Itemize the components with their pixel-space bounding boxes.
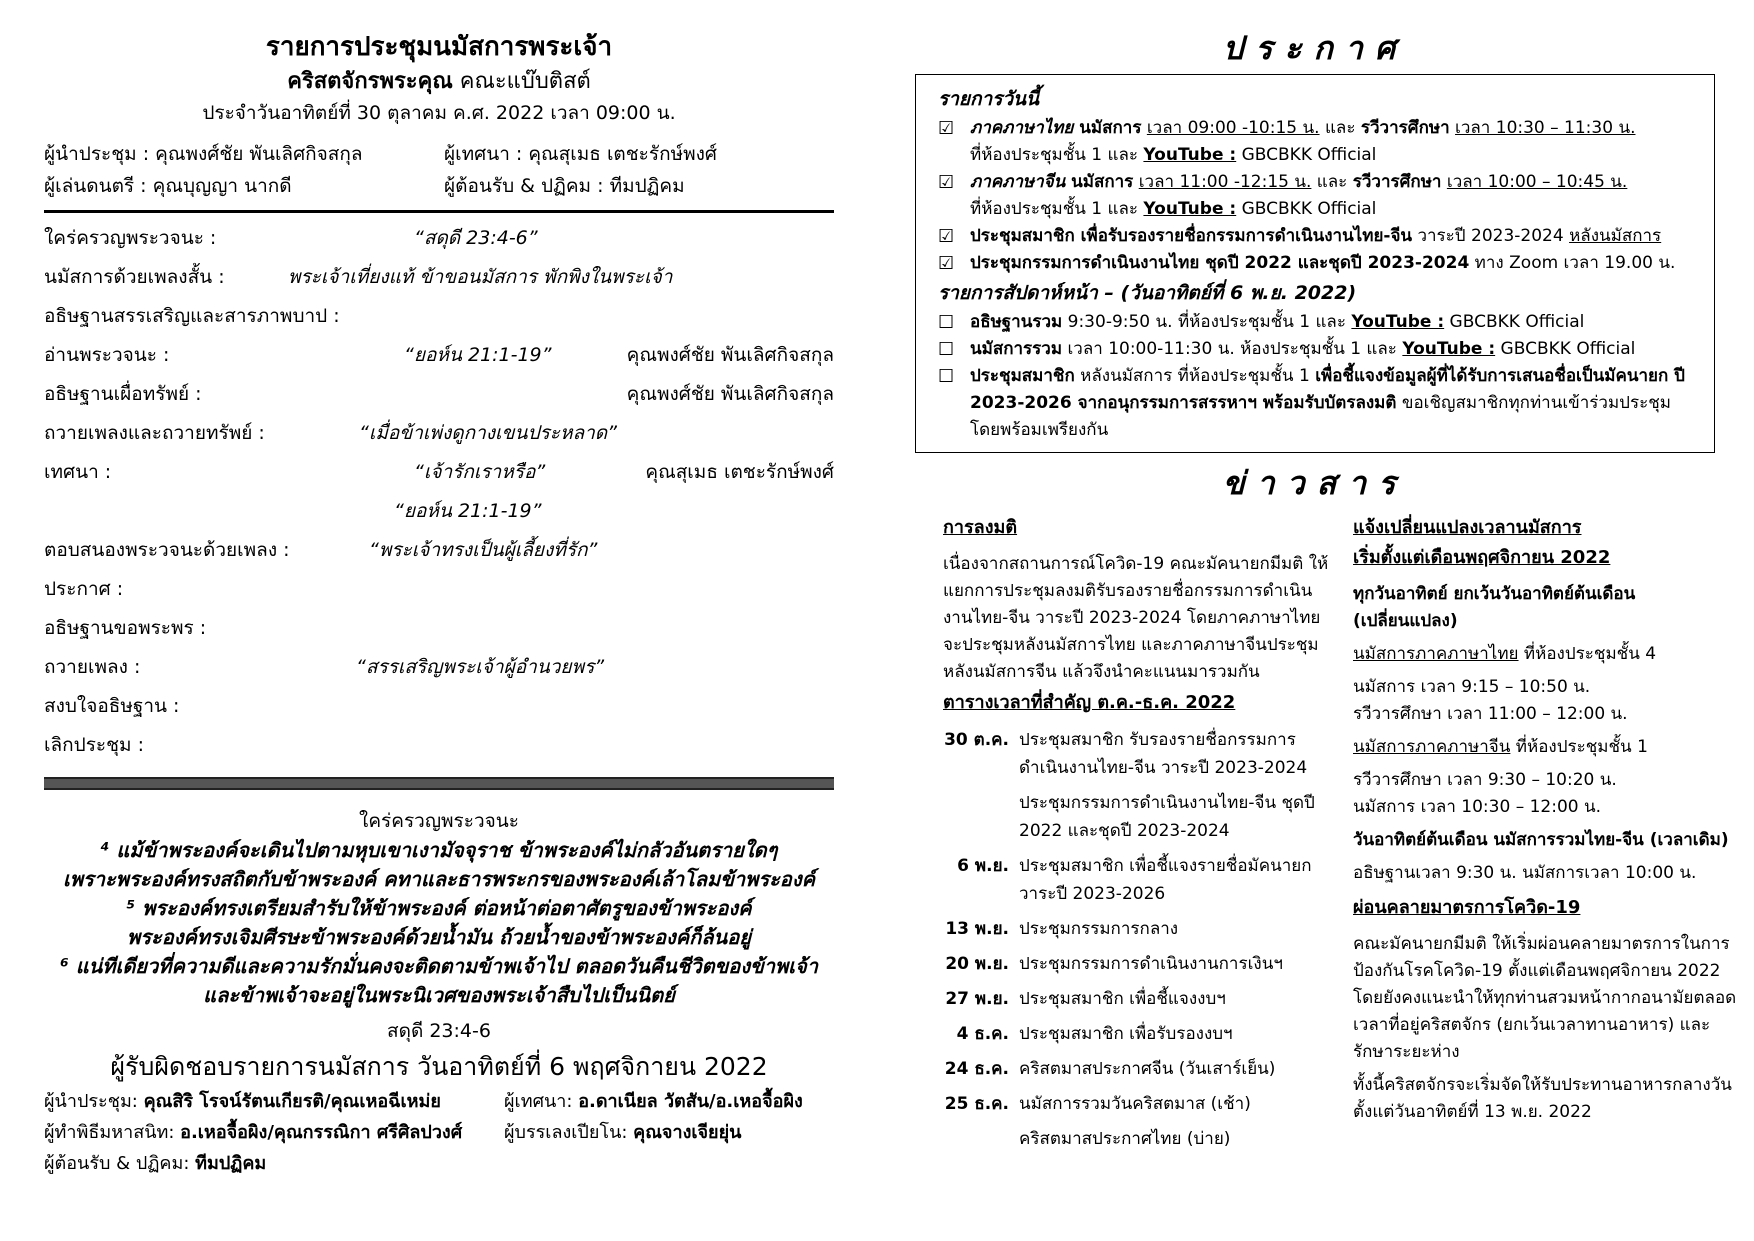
order-item-person: คุณพงศ์ชัย พันเลิศกิจสกุล xyxy=(626,383,834,405)
order-item-detail: พระเจ้าเที่ยงแท้ ข้าขอนมัสการ พักพิงในพระเจ้า xyxy=(288,266,673,288)
checked-box-icon: ☑ xyxy=(938,172,955,193)
responsible-item: ผู้เทศนา: อ.ดาเนียล วัตสัน/อ.เหอจื้อผิง xyxy=(504,1091,803,1112)
covid-lunch-text: ทั้งนี้คริสตจักรจะเริ่มจัดให้รับประทานอาหารกลางวัน ตั้งแต่วันอาทิตย์ที่ 13 พ.ย. 2022 xyxy=(1353,1075,1732,1122)
verse-line: พระองค์ทรงเจิมศีรษะข้าพระองค์ด้วยน้ำมัน ถ้วยน้ำของข้าพระองค์ก็ล้นอยู่ xyxy=(127,925,751,949)
schedule-date xyxy=(943,1125,1019,1153)
checked-box-icon: ☑ xyxy=(938,226,955,247)
checklist-text: อธิษฐานรวม 9:30-9:50 น. ที่ห้องประชุมชั้น 1 และ YouTube : GBCBKK Official xyxy=(970,312,1585,332)
order-item-person: คุณพงศ์ชัย พันเลิศกิจสกุล xyxy=(626,344,834,366)
order-item xyxy=(44,414,834,453)
order-of-service xyxy=(44,28,834,1179)
order-item xyxy=(44,375,834,414)
order-item xyxy=(44,609,834,648)
thai-service: นมัสการภาคภาษาไทย ที่ห้องประชุมชั้น 4 xyxy=(1353,644,1657,664)
verse-line: เพราะพระองค์ทรงสถิตกับข้าพระองค์ คทาและธารพระกรของพระองค์เล้าโลมข้าพระองค์ xyxy=(63,867,815,891)
responsible-item: ผู้ทำพิธีมหาสนิท: อ.เหอจื้อผิง/คุณกรรณิกา ศรีศิลปวงศ์ xyxy=(44,1122,463,1143)
schedule-text: ประชุมกรรมการดำเนินงานการเงินฯ xyxy=(1019,954,1283,974)
schedule-text: ประชุมสมาชิก เพื่อชี้แจงงบฯ xyxy=(1019,989,1226,1009)
order-item xyxy=(44,531,834,570)
covid-title: ผ่อนคลายมาตรการโควิด-19 xyxy=(1353,897,1581,918)
checklist-text: ภาคภาษาจีน นมัสการ เวลา 11:00 -12:15 น. และ รวีวารศึกษา เวลา 10:00 – 10:45 น. ที่ห้องประชุมชั้น 1 และ YouTube : GBCBKK Official xyxy=(970,172,1628,219)
order-item xyxy=(44,453,834,492)
order-item-detail: “เมื่อข้าเพ่งดูกางเขนประหลาด” xyxy=(359,422,617,444)
order-item xyxy=(44,258,834,297)
scripture-title: ใคร่ครวญพระวจนะ xyxy=(359,810,519,832)
schedule-text: นมัสการรวมวันคริสตมาส (เช้า) xyxy=(1019,1094,1251,1114)
schedule-text: ประชุมสมาชิก เพื่อชี้แจงรายชื่อมัคนายก วาระปี 2023-2026 xyxy=(1019,856,1312,904)
first-sunday-head: วันอาทิตย์ต้นเดือน นมัสการรวมไทย-จีน (เวลาเดิม) xyxy=(1353,830,1729,850)
checklist-item xyxy=(938,336,1692,363)
next-week-title: รายการสัปดาห์หน้า – (วันอาทิตย์ที่ 6 พ.ย. 2022) xyxy=(938,282,1357,304)
order-item xyxy=(44,492,834,531)
sunday-head: ทุกวันอาทิตย์ ยกเว้นวันอาทิตย์ต้นเดือน (เปลี่ยนแปลง) xyxy=(1353,584,1636,631)
schedule-date: 24 ธ.ค. xyxy=(944,1059,1009,1079)
order-item-label: อธิษฐานเผื่อทรัพย์ : xyxy=(44,383,202,405)
empty-box-icon: ☐ xyxy=(938,339,955,360)
change-title: แจ้งเปลี่ยนแปลงเวลานมัสการ xyxy=(1353,517,1582,538)
checklist-text: ประชุมสมาชิก หลังนมัสการ ที่ห้องประชุมชั้น 1 เพื่อชี้แจงข้อมูลผู้ที่ได้รับการเสนอชื่อเป็นมัคนายก ปี 2023-2026 จากอนุกรรมการสรรหาฯ พร้อมรับบัตรลงมติ ขอเชิญสมาชิกทุกท่านเข้าร่วมประชุมโดยพร้อมเพรียงกัน xyxy=(970,366,1685,440)
order-list xyxy=(44,219,834,765)
empty-box-icon: ☐ xyxy=(938,366,955,387)
order-item-detail: “พระเจ้าทรงเป็นผู้เลี้ยงที่รัก” xyxy=(369,539,598,561)
vote-text: เนื่องจากสถานการณ์โควิด-19 คณะมัคนายกมีมติ ให้ แยกการประชุมลงมติรับรองรายชื่อกรรมการดำเนินงานไทย-จีน วาระปี 2023-2024 โดยภาคภาษาไทยจะประชุมหลังนมัสการไทย และภาคภาษาจีนประชุมหลังนมัสการจีน แล้วจึงนำคะแนนมารวมกัน xyxy=(943,554,1329,682)
musician: ผู้เล่นดนตรี : คุณบุญญา นากดี xyxy=(44,175,292,197)
announcements-title: ประกาศ xyxy=(1222,29,1408,67)
order-item xyxy=(44,648,834,687)
schedule-row xyxy=(943,852,1333,908)
order-item xyxy=(44,297,834,336)
thick-divider xyxy=(44,777,834,790)
checked-box-icon: ☑ xyxy=(938,253,955,274)
checklist-text: ภาคภาษาไทย นมัสการ เวลา 09:00 -10:15 น. และ รวีวารศึกษา เวลา 10:30 – 11:30 น. ที่ห้องประชุมชั้น 1 และ YouTube : GBCBKK Official xyxy=(970,118,1636,165)
change-subtitle: เริ่มตั้งแต่เดือนพฤศจิกายน 2022 xyxy=(1353,547,1611,568)
schedule-row xyxy=(943,985,1333,1013)
schedule-date: 25 ธ.ค. xyxy=(944,1094,1009,1114)
schedule-date: 27 พ.ย. xyxy=(945,989,1009,1009)
order-item-label: ถวายเพลง : xyxy=(44,656,141,678)
order-item-label: อธิษฐานสรรเสริญและสารภาพบาป : xyxy=(44,305,340,327)
news-title: ข่าวสาร xyxy=(1222,464,1408,502)
checked-box-icon: ☑ xyxy=(938,118,955,139)
schedule-text: ประชุมสมาชิก เพื่อรับรองงบฯ xyxy=(1019,1024,1233,1044)
checklist-text: นมัสการรวม เวลา 10:00-11:30 น. ห้องประชุมชั้น 1 และ YouTube : GBCBKK Official xyxy=(970,339,1636,359)
responsible-item: ผู้นำประชุม: คุณสิริ โรจน์รัตนเกียรติ/คุณเหอฉีเหม่ย xyxy=(44,1091,441,1112)
order-item-label: เทศนา : xyxy=(44,461,112,483)
vote-title: การลงมติ xyxy=(943,517,1018,538)
thai-times: นมัสการ เวลา 9:15 – 10:50 น. รวีวารศึกษา เวลา 11:00 – 12:00 น. xyxy=(1353,677,1628,724)
news-left-column xyxy=(943,507,1333,1160)
checklist-item xyxy=(938,250,1692,277)
schedule-date: 20 พ.ย. xyxy=(945,954,1009,974)
responsible-item: ผู้ต้อนรับ & ปฏิคม: ทีมปฏิคม xyxy=(44,1153,267,1174)
schedule-row xyxy=(943,1055,1333,1083)
preacher: ผู้เทศนา : คุณสุเมธ เตชะรักษ์พงศ์ xyxy=(444,143,717,165)
order-item xyxy=(44,726,834,765)
checklist-item xyxy=(938,309,1692,336)
order-item-detail: “ยอห์น 21:1-19” xyxy=(394,500,542,522)
schedule-row xyxy=(943,1090,1333,1118)
order-item-label: สงบใจอธิษฐาน : xyxy=(44,695,180,717)
schedule-text: คริสตมาสประกาศไทย (บ่าย) xyxy=(1019,1129,1231,1149)
order-item-label: ประกาศ : xyxy=(44,578,124,600)
responsible-title: ผู้รับผิดชอบรายการนมัสการ วันอาทิตย์ที่ 6 พฤศจิกายน 2022 xyxy=(110,1052,768,1081)
order-item-detail: “สดุดี 23:4-6” xyxy=(414,227,538,249)
schedule-date: 13 พ.ย. xyxy=(945,919,1009,939)
announcements-box xyxy=(915,74,1715,453)
news-right-column xyxy=(1353,507,1743,1160)
today-list xyxy=(938,115,1692,277)
order-item-label: อ่านพระวจนะ : xyxy=(44,344,170,366)
verse-line: ⁶ แน่ทีเดียวที่ความดีและความรักมั่นคงจะติดตามข้าพเจ้าไป ตลอดวันคืนชีวิตของข้าพเจ้า xyxy=(60,954,818,978)
scripture-reference: สดุดี 23:4-6 xyxy=(387,1020,491,1042)
verse-line: และข้าพเจ้าจะอยู่ในพระนิเวศของพระเจ้าสืบไปเป็นนิตย์ xyxy=(203,983,675,1007)
usher: ผู้ต้อนรับ & ปฏิคม : ทีมปฏิคม xyxy=(444,175,685,197)
order-item-detail: “ยอห์น 21:1-19” xyxy=(404,344,552,366)
checklist-item xyxy=(938,363,1692,444)
empty-box-icon: ☐ xyxy=(938,312,955,333)
order-item-label: นมัสการด้วยเพลงสั้น : xyxy=(44,266,225,288)
schedule-text: ประชุมสมาชิก รับรองรายชื่อกรรมการดำเนินงานไทย-จีน วาระปี 2023-2024 xyxy=(1019,730,1308,778)
schedule-row xyxy=(943,1020,1333,1048)
order-item xyxy=(44,687,834,726)
schedule-date xyxy=(943,789,1019,845)
order-item xyxy=(44,336,834,375)
schedule-date: 4 ธ.ค. xyxy=(956,1024,1009,1044)
schedule-row xyxy=(943,1125,1333,1153)
order-item-person: คุณสุเมธ เตชะรักษ์พงศ์ xyxy=(645,461,834,483)
service-title: รายการประชุมนมัสการพระเจ้า xyxy=(265,32,613,62)
checklist-item xyxy=(938,115,1692,169)
schedule-row xyxy=(943,950,1333,978)
first-sunday-text: อธิษฐานเวลา 9:30 น. นมัสการเวลา 10:00 น. xyxy=(1353,863,1697,883)
schedule-title: ตารางเวลาที่สำคัญ ต.ค.-ธ.ค. 2022 xyxy=(943,692,1236,713)
news-columns xyxy=(915,507,1737,1160)
schedule-date: 6 พ.ย. xyxy=(957,856,1009,876)
order-item-label: ใคร่ครวญพระวจนะ : xyxy=(44,227,217,249)
today-title: รายการวันนี้ xyxy=(938,88,1040,110)
verse-line: ⁵ พระองค์ทรงเตรียมสำรับให้ข้าพระองค์ ต่อหน้าต่อตาศัตรูของข้าพระองค์ xyxy=(126,896,752,920)
schedule-row xyxy=(943,726,1333,782)
order-item-label: ถวายเพลงและถวายทรัพย์ : xyxy=(44,422,265,444)
verse-line: ⁴ แม้ข้าพระองค์จะเดินไปตามหุบเขาเงามัจจุราช ข้าพระองค์ไม่กลัวอันตรายใดๆ xyxy=(100,838,778,862)
schedule-row xyxy=(943,915,1333,943)
responsible-item: ผู้บรรเลงเปียโน: คุณจางเจียยุ่น xyxy=(504,1122,742,1143)
order-item-label: อธิษฐานขอพระพร : xyxy=(44,617,207,639)
leader: ผู้นำประชุม : คุณพงศ์ชัย พันเลิศกิจสกุล xyxy=(44,143,363,165)
covid-text: คณะมัคนายกมีมติ ให้เริ่มผ่อนคลายมาตรการในการป้องกันโรคโควิด-19 ตั้งแต่เดือนพฤศจิกายน 2022 โดยยังคงแนะนำให้ทุกท่านสวมหน้ากากอนามัยตลอดเวลาที่อยู่คริสตจักร (ยกเว้นเวลาทานอาหาร) และรักษาระยะห่าง xyxy=(1353,934,1737,1062)
order-item-detail: “เจ้ารักเราหรือ” xyxy=(414,461,546,483)
checklist-text: ประชุมสมาชิก เพื่อรับรองรายชื่อกรรมการดำเนินงานไทย-จีน วาระปี 2023-2024 หลังนมัสการ xyxy=(970,226,1662,246)
order-item-label: เลิกประชุม : xyxy=(44,734,144,756)
next-week-list xyxy=(938,309,1692,444)
checklist-item xyxy=(938,223,1692,250)
church-name: คริสตจักรพระคุณ คณะแบ๊บติสต์ xyxy=(287,69,591,94)
schedule-date: 30 ต.ค. xyxy=(944,730,1009,750)
schedule-list xyxy=(943,726,1333,1153)
bulletin-right xyxy=(915,28,1737,1160)
schedule-text: ประชุมกรรมการกลาง xyxy=(1019,919,1179,939)
order-item-label: ตอบสนองพระวจนะด้วยเพลง : xyxy=(44,539,290,561)
schedule-text: คริสตมาสประกาศจีน (วันเสาร์เย็น) xyxy=(1019,1059,1276,1079)
chinese-times: รวีวารศึกษา เวลา 9:30 – 10:20 น. นมัสการ เวลา 10:30 – 12:00 น. xyxy=(1353,770,1617,817)
service-people xyxy=(44,138,834,202)
order-item-detail: “สรรเสริญพระเจ้าผู้อำนวยพร” xyxy=(356,656,605,678)
checklist-item xyxy=(938,169,1692,223)
order-item xyxy=(44,570,834,609)
scripture-text xyxy=(44,836,834,1010)
schedule-row xyxy=(943,789,1333,845)
chinese-service: นมัสการภาคภาษาจีน ที่ห้องประชุมชั้น 1 xyxy=(1353,737,1648,757)
divider xyxy=(44,210,834,213)
schedule-text: ประชุมกรรมการดำเนินงานไทย-จีน ชุดปี 2022 และชุดปี 2023-2024 xyxy=(1019,793,1315,841)
service-date: ประจำวันอาทิตย์ที่ 30 ตุลาคม ค.ศ. 2022 เวลา 09:00 น. xyxy=(202,102,676,124)
checklist-text: ประชุมกรรมการดำเนินงานไทย ชุดปี 2022 และชุดปี 2023-2024 ทาง Zoom เวลา 19.00 น. xyxy=(970,253,1676,273)
responsible-list xyxy=(44,1086,834,1179)
order-item xyxy=(44,219,834,258)
